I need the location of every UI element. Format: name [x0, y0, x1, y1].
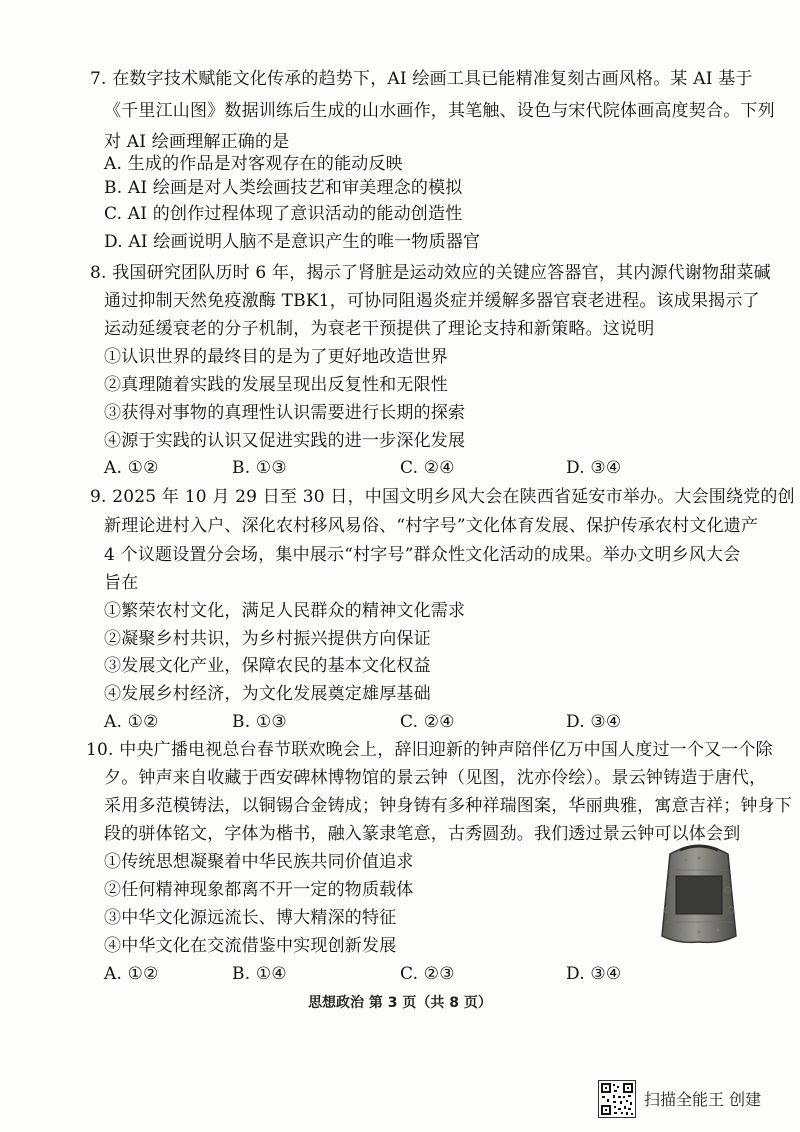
q8-line-2: 通过抑制天然免疫激酶 TBK1，可协同阻遏炎症并缓解多器官衰老进程。该成果揭示了 — [104, 291, 760, 311]
q8-statement-3: ③获得对事物的真理性认识需要进行长期的探索 — [104, 403, 466, 423]
q8-line-3: 运动延缓衰老的分子机制，为衰老干预提供了理论支持和新策略。这说明 — [104, 319, 655, 339]
jingyun-bell-illustration — [650, 840, 748, 948]
q10-statement-3: ③中华文化源远流长、博大精深的特征 — [104, 908, 397, 928]
q10-line-2: 夕。钟声来自收藏于西安碑林博物馆的景云钟（见图，沈亦伶绘）。景云钟铸造于唐代， — [104, 768, 767, 788]
q9-choice-d: D. ③④ — [566, 712, 622, 732]
q8-statement-1: ①认识世界的最终目的是为了更好地改造世界 — [104, 347, 448, 367]
q10-choice-c: C. ②③ — [400, 964, 455, 984]
q7-option-a: A. 生成的作品是对客观存在的能动反映 — [104, 154, 403, 174]
q7-option-c: C. AI 的创作过程体现了意识活动的能动创造性 — [104, 204, 463, 224]
q9-choice-b: B. ①③ — [232, 712, 287, 732]
q9-statement-2: ②凝聚乡村共识，为乡村振兴提供方向保证 — [104, 629, 431, 649]
q7-option-b: B. AI 绘画是对人类绘画技艺和审美理念的模拟 — [104, 178, 463, 198]
q9-line-3: 4 个议题设置分会场，集中展示“村字号”群众性文化活动的成果。举办文明乡风大会 — [104, 545, 741, 565]
q8-choice-d: D. ③④ — [566, 458, 622, 478]
q7-line-3: 对 AI 绘画理解正确的是 — [104, 132, 290, 152]
q8-statement-2: ②真理随着实践的发展呈现出反复性和无限性 — [104, 375, 448, 395]
page-footer: 思想政治 第 3 页（共 8 页） — [308, 995, 492, 1011]
q9-choice-c: C. ②④ — [400, 712, 455, 732]
q10-choice-b: B. ①④ — [232, 964, 287, 984]
q8-statement-4: ④源于实践的认识又促进实践的进一步深化发展 — [104, 431, 466, 451]
scanner-watermark-label: 扫描全能王 创建 — [644, 1090, 762, 1109]
q7-line-2: 《千里江山图》数据训练后生成的山水画作，其笔触、设色与宋代院体画高度契合。下列 — [104, 101, 775, 121]
q8-choice-b: B. ①③ — [232, 458, 287, 478]
q9-choice-a: A. ①② — [104, 712, 159, 732]
q9-statement-4: ④发展乡村经济，为文化发展奠定雄厚基础 — [104, 684, 431, 704]
q10-statement-1: ①传统思想凝聚着中华民族共同价值追求 — [104, 852, 414, 872]
q8-line-1: 8. 我国研究团队历时 6 年，揭示了肾脏是运动效应的关键应答器官，其内源代谢物甜菜碱 — [90, 263, 771, 283]
q10-line-1: 10. 中央广播电视总台春节联欢晚会上，辞旧迎新的钟声陪伴亿万中国人度过一个又一个除 — [86, 740, 773, 760]
q8-choice-c: C. ②④ — [400, 458, 455, 478]
q10-choice-d: D. ③④ — [566, 964, 622, 984]
q9-line-4: 旨在 — [104, 573, 139, 593]
q10-line-3: 采用多范模铸法，以铜锡合金铸成；钟身铸有多种祥瑞图案，华丽典雅，寓意吉祥；钟身下 — [104, 796, 792, 816]
q10-statement-2: ②任何精神现象都离不开一定的物质载体 — [104, 880, 414, 900]
q7-option-d: D. AI 绘画说明人脑不是意识产生的唯一物质器官 — [104, 232, 481, 252]
q9-statement-1: ①繁荣农村文化，满足人民群众的精神文化需求 — [104, 601, 466, 621]
q9-statement-3: ③发展文化产业，保障农民的基本文化权益 — [104, 656, 431, 676]
q10-line-4: 段的骈体铭文，字体为楷书，融入篆隶笔意，古秀圆劲。我们透过景云钟可以体会到 — [104, 824, 741, 844]
qr-code-icon — [598, 1080, 636, 1118]
q8-choice-a: A. ①② — [104, 458, 159, 478]
q10-statement-4: ④中华文化在交流借鉴中实现创新发展 — [104, 936, 397, 956]
q7-line-1: 7. 在数字技术赋能文化传承的趋势下，AI 绘画工具已能精准复刻古画风格。某 AI 基于 — [90, 69, 753, 89]
q10-choice-a: A. ①② — [104, 964, 159, 984]
q9-line-2: 新理论进村入户、深化农村移风易俗、“村字号”文化体育发展、保护传承农村文化遗产 — [104, 516, 759, 536]
q9-line-1: 9. 2025 年 10 月 29 日至 30 日，中国文明乡风大会在陕西省延安市举办。大会围绕党的创 — [90, 487, 795, 507]
